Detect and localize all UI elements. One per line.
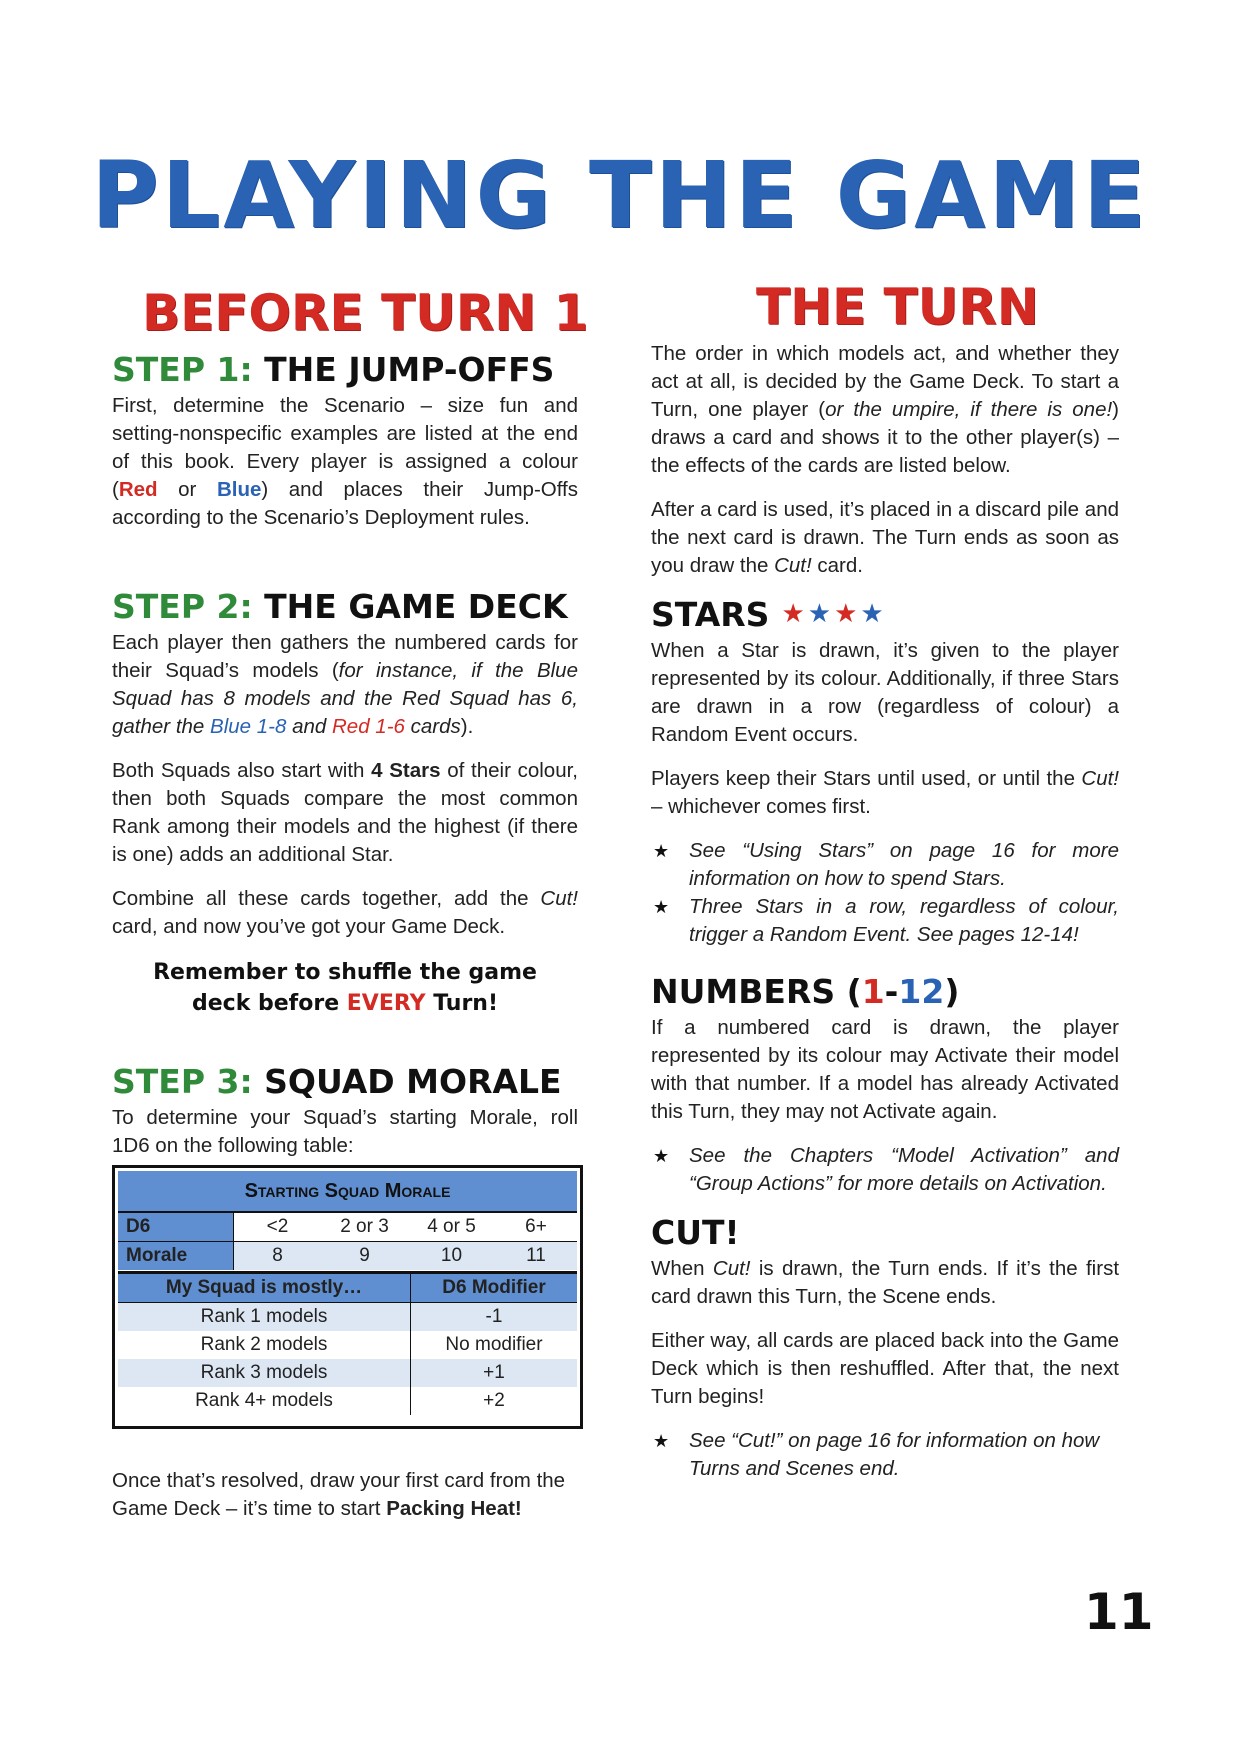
right-column [651,340,1119,1501]
step1-name: THE JUMP-OFFS [264,350,555,389]
list-item: ★ Three Stars in a row, regardless of colour, trigger a Random Event. See pages 12-14! [653,895,1119,946]
morale-table-title: Starting Squad Morale [118,1171,577,1213]
closing-paragraph: Once that’s resolved, draw your first card from the Game Deck – it’s time to start Packing Heat! [112,1469,566,1520]
step3-heading [112,1062,578,1101]
before-turn-heading: BEFORE TURN 1 [142,284,589,342]
step2-paragraph-3: Combine all these cards together, add the Cut! card, and now you’ve got your Game Deck. [112,887,578,938]
modifier-row: Rank 4+ models +2 [118,1387,577,1415]
modifier-row: Rank 2 models No modifier [118,1331,577,1359]
cut-heading: CUT! [651,1213,740,1252]
bullet-star-icon: ★ [653,1146,670,1166]
blue-word: Blue [216,478,262,501]
d6-row: D6 <2 2 or 3 4 or 5 6+ [118,1213,577,1242]
numbers-bullet-list [651,1142,1119,1198]
modifier-header-row: My Squad is mostly… D6 Modifier [118,1274,577,1303]
stars-paragraph-1: When a Star is drawn, it’s given to the player represented by its colour. Additionally, if three Stars are drawn in a row (regardless of colour) a Random Event occurs. [651,639,1119,746]
step2-paragraph-2: Both Squads also start with 4 Stars of their colour, then both Squads compare the most common Rank among their models and the highest (if there is one) adds an additional Star. [112,759,579,866]
stars-heading: STARS ★★★★ [651,595,887,634]
step3-number: STEP 3: [112,1062,253,1101]
numbers-heading: NUMBERS (1-12) [651,972,960,1011]
step3-paragraph: To determine your Squad’s starting Morale, roll 1D6 on the following table: [112,1106,578,1157]
step1-heading [112,350,578,389]
step1-paragraph: First, determine the Scenario – size fun and setting-nonspecific examples are listed at the end of this book. Every player is assigned a colour (Red or Blue) and places their Jump-Offs according to the Scenario’s Deployment rules. [112,394,578,529]
step2-paragraph-1: Each player then gathers the numbered cards for their Squad’s models (for instance, if the Blue Squad has 8 models and the Red Squad has 6, gather the Blue 1-8 and Red 1-6 cards). [112,631,578,738]
turn-paragraph-1: The order in which models act, and whether they act at all, is decided by the Game Deck. To start a Turn, one player (or the umpire, if there is one!) draws a card and shows it to the other player(s) – the effects of the cards are listed below. [651,342,1119,477]
bullet-star-icon: ★ [653,841,670,861]
modifier-row: Rank 1 models -1 [118,1303,577,1331]
page-title: PLAYING THE GAME [91,142,1149,249]
cut-paragraph-1: When Cut! is drawn, the Turn ends. If it’s the first card drawn this Turn, the Scene ends. [651,1257,1120,1308]
step3-name: SQUAD MORALE [264,1062,562,1101]
numbers-paragraph: If a numbered card is drawn, the player represented by its colour may Activate their model with that number. If a model has already Activated this Turn, they may not Activate again. [651,1016,1119,1123]
morale-table [112,1165,583,1429]
list-item: ★ See “Using Stars” on page 16 for more information on how to spend Stars. [653,839,1119,890]
page-number: 11 [1084,1583,1154,1641]
turn-paragraph-2: After a card is used, it’s placed in a discard pile and the next card is drawn. The Turn ends as soon as you draw the Cut! card. [651,498,1119,577]
step2-heading [112,587,578,626]
stars-bullet-list [651,837,1119,949]
bullet-star-icon: ★ [653,897,670,917]
star-icon: ★ [860,599,887,629]
stars-icon-group [781,599,886,629]
cut-bullet-list [651,1427,1119,1483]
morale-row: Morale 8 9 10 11 [118,1242,577,1270]
step1-number: STEP 1: [112,350,253,389]
stars-paragraph-2: Players keep their Stars until used, or until the Cut! – whichever comes first. [651,767,1119,818]
bullet-star-icon: ★ [653,1431,670,1451]
closing-paragraph-wrap [112,1467,578,1539]
left-column [112,350,579,1176]
list-item: ★ See the Chapters “Model Activation” and “Group Actions” for more details on Activation. [653,1144,1119,1195]
red-word: Red [118,478,158,501]
star-icon: ★ [807,599,835,629]
star-icon: ★ [834,599,861,629]
modifier-row: Rank 3 models +1 [118,1359,577,1387]
cut-paragraph-2: Either way, all cards are placed back into the Game Deck which is then reshuffled. After that, the next Turn begins! [651,1329,1119,1408]
star-icon: ★ [781,599,808,629]
the-turn-heading: THE TURN [756,278,1039,336]
step2-name: THE GAME DECK [264,587,568,626]
step2-number: STEP 2: [112,587,253,626]
shuffle-reminder: Remember to shuffle the game deck before EVERY Turn! [153,960,537,1016]
list-item: ★ See “Cut!” on page 16 for information on how Turns and Scenes end. [653,1429,1100,1480]
